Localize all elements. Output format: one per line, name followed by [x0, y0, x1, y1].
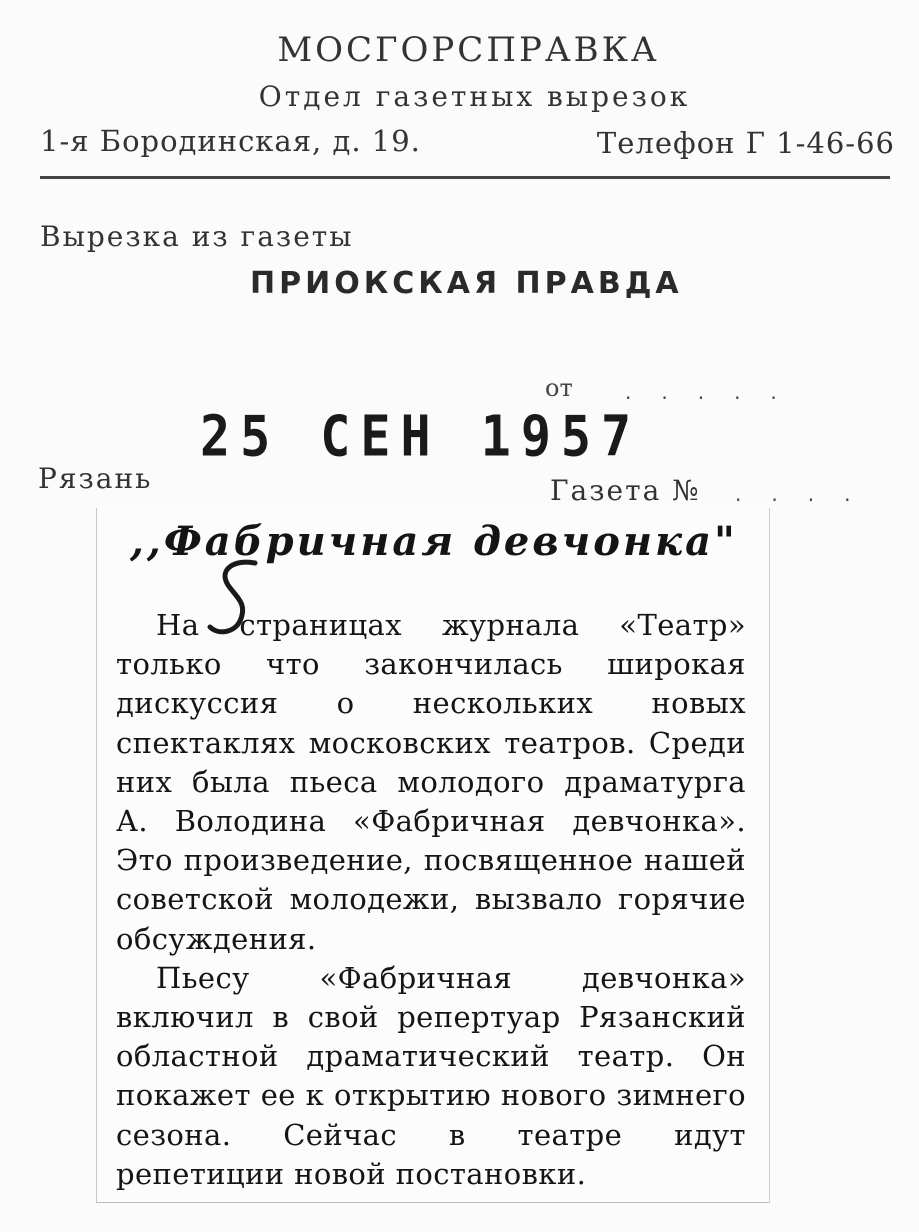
city-name: Рязань: [38, 462, 153, 495]
article-paragraph-2: Пьесу «Фабричная девчонка» включил в свой репертуар Рязанский областной драматический театр. Он покажет ее к открытию нового зимнего сезона. Сейчас в театре идут репетиции новой постановки.: [116, 960, 746, 1191]
article-body: [116, 606, 746, 1194]
date-from-label: от: [545, 374, 573, 402]
article-paragraph-1: На страницах журнала «Театр» только что закончилась широкая дискуссия о нескольких новых спектаклях московских театров. Среди них была пьеса молодого драматурга А. Володина «Фабричная девчонка». Это произведение, посвященное нашей советской молодежи, вызвало горячие обсуждения.: [116, 608, 746, 956]
agency-phone: Телефон Г 1-46-66: [596, 126, 895, 160]
issue-fill-dots: ....: [735, 482, 881, 506]
agency-name: МОСГОРСПРАВКА: [277, 30, 660, 70]
header-divider: [40, 176, 890, 179]
article-headline: ,,Фабричная девчонка": [130, 518, 738, 565]
clip-from-label: Вырезка из газеты: [40, 220, 354, 253]
agency-address: 1-я Бородинская, д. 19.: [40, 124, 421, 158]
date-stamp: 25 СЕН 1957: [200, 404, 642, 469]
newspaper-name: ПРИОКСКАЯ ПРАВДА: [250, 266, 683, 301]
date-fill-dots: .....: [625, 380, 807, 404]
department-name: Отдел газетных вырезок: [258, 80, 691, 113]
issue-number-label: Газета №: [550, 474, 701, 507]
